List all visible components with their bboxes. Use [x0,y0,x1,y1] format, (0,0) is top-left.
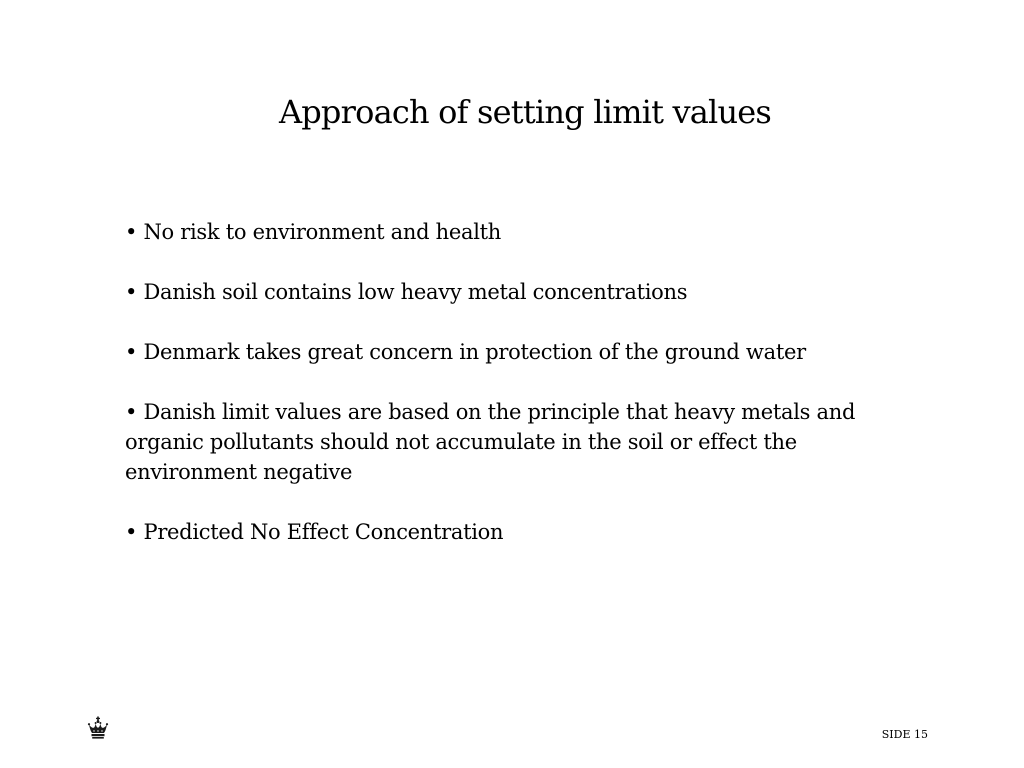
bullet-symbol: • [125,280,138,304]
bullet-text: Danish soil contains low heavy metal concentrations [143,280,688,304]
bullet-text: Predicted No Effect Concentration [143,520,504,544]
bullet-text: Denmark takes great concern in protection of the ground water [143,340,806,364]
bullet-symbol: • [125,400,138,424]
bullet-item [125,277,925,307]
crown-icon [86,716,110,740]
bullet-item [125,517,925,547]
page-number: SIDE 15 [881,728,928,741]
bullet-list [125,217,925,577]
slide-title: Approach of setting limit values [278,93,772,131]
bullet-symbol: • [125,520,138,544]
bullet-text: No risk to environment and health [143,220,502,244]
bullet-item [125,217,925,247]
bullet-item [125,337,925,367]
bullet-item [125,397,925,487]
bullet-text: Danish limit values are based on the principle that heavy metals and organic pollutants should not accumulate in the soil or effect the environment negative [125,400,856,484]
bullet-symbol: • [125,340,138,364]
bullet-symbol: • [125,220,138,244]
